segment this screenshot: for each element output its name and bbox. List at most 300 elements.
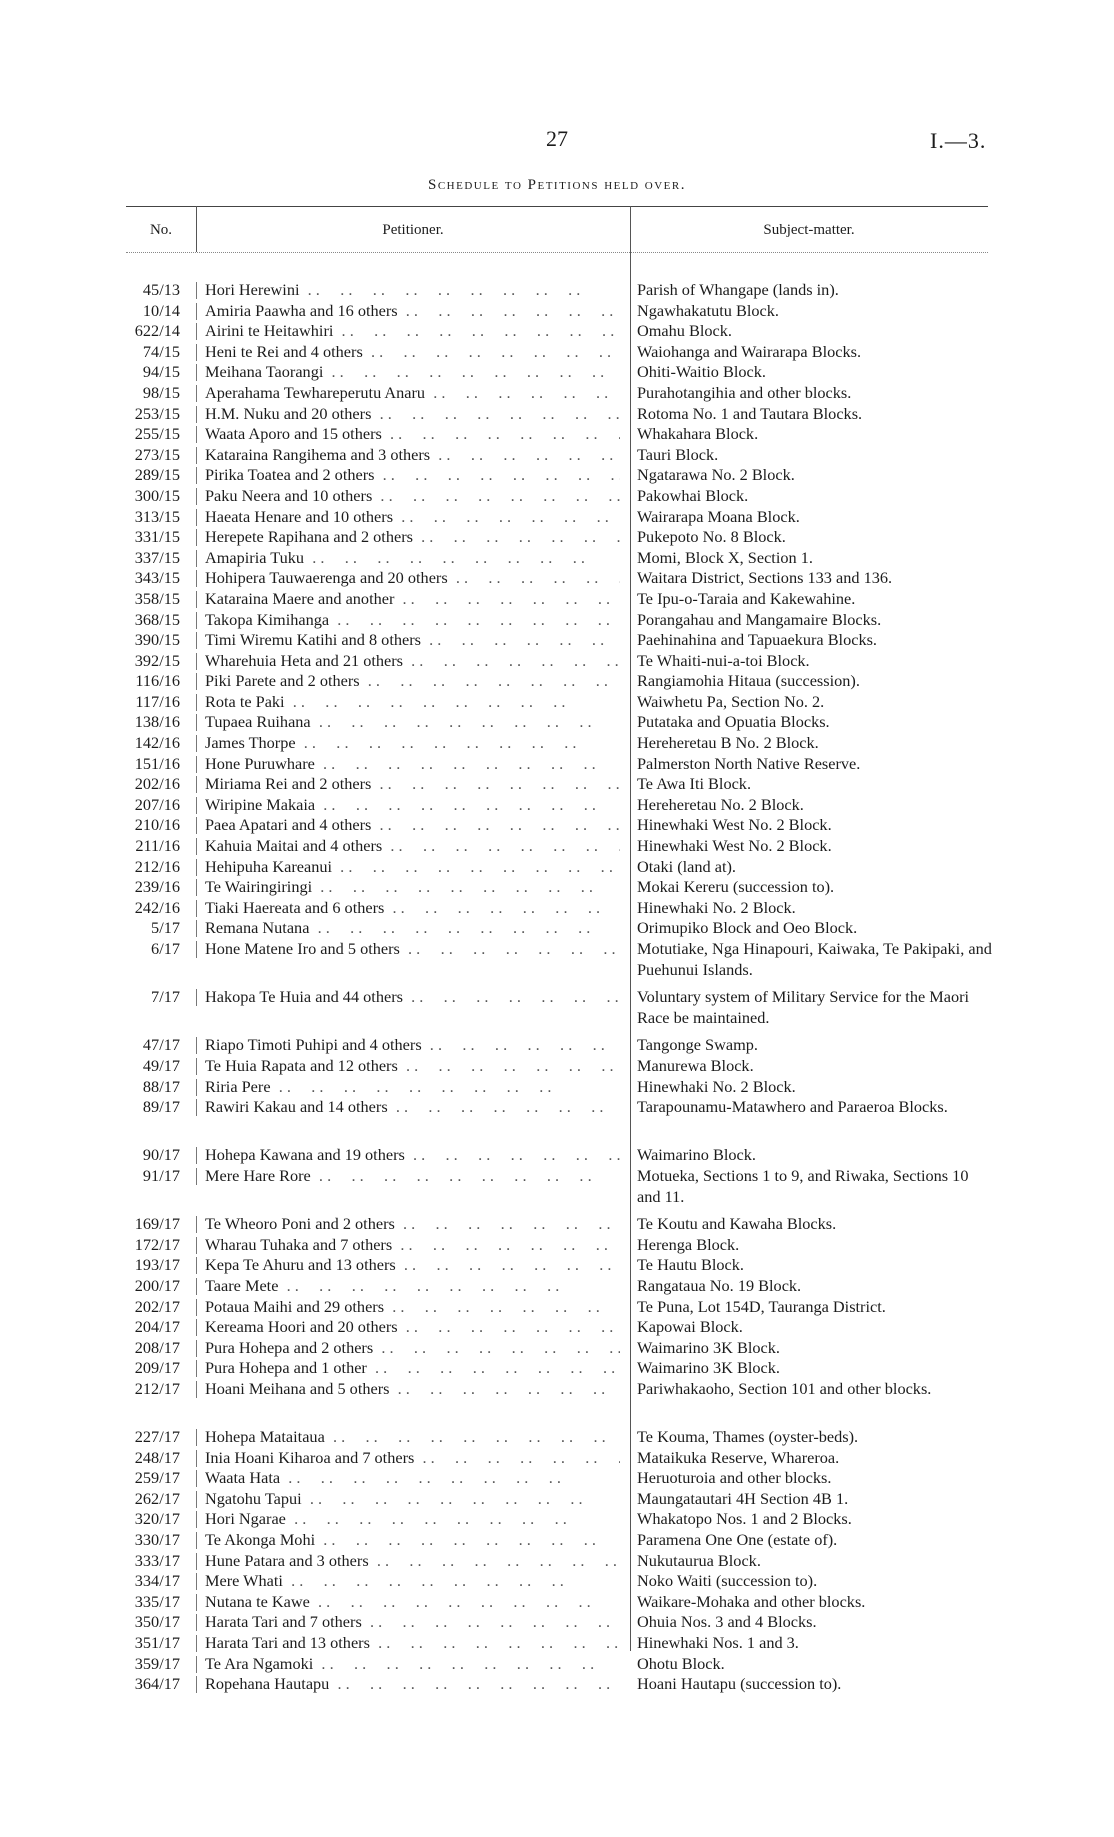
petitioner-name: Te Huia Rapata and 12 others . . [205,1056,620,1077]
table-row [0,898,1114,919]
petitioner-name: Wiripine Makaia . . [205,795,620,816]
subject-matter: Hoani Hautapu (succession to). [637,1674,842,1694]
petitioner-name: Kepa Te Ahuru and 13 others . . [205,1255,620,1276]
petition-number: 142/16 [134,733,180,753]
row-divider [196,1099,197,1116]
row-divider [196,1237,197,1254]
row-divider [196,467,197,484]
subject-matter: Heruoturoia and other blocks. [637,1468,832,1488]
table-row [0,1448,1114,1469]
subject-matter: Waimarino 3K Block. [637,1337,780,1357]
table-row [0,1097,1114,1145]
subject-matter: Motutiake, Nga Hinapouri, Kaiwaka, Te Pakipaki, and Puehunui Islands. [637,939,992,979]
petitioner-name: Hehipuha Kareanui . . [205,857,620,878]
petition-number: 45/13 [142,280,180,299]
subject-matter: Kapowai Block. [637,1317,743,1337]
document-reference: I.—3. [930,128,987,153]
header-rule-bottom [126,252,988,253]
table-row [0,465,1114,486]
table-row [0,1077,1114,1098]
subject-matter: Waimarino 3K Block. [637,1358,780,1378]
petition-number: 300/15 [134,485,180,505]
petition-number: 7/17 [151,987,180,1007]
petition-number: 364/17 [134,1674,180,1694]
row-divider [196,776,197,793]
petitioner-name: Nutana te Kawe . . [205,1592,620,1613]
table-row [0,1674,1114,1695]
subject-matter: Paehinahina and Tapuaekura Blocks. [637,630,877,650]
petition-number: 350/17 [134,1612,180,1632]
petitioner-name: Pirika Toatea and 2 others . . [205,465,620,486]
table-row [0,1276,1114,1297]
petitioner-name: Kataraina Rangihema and 3 others . . [205,445,620,466]
row-divider [196,344,197,361]
table-row [0,1317,1114,1338]
subject-matter: Te Ipu-o-Taraia and Kakewahine. [637,588,856,608]
row-divider [196,282,197,299]
petitioner-name: Rota te Paki . . [205,692,620,713]
subject-matter: Pakowhai Block. [637,485,749,505]
row-divider [196,1257,197,1274]
petition-number: 212/16 [134,856,180,876]
row-divider [196,591,197,608]
subject-matter: Porangahau and Mangamaire Blocks. [637,609,882,629]
petition-number: 368/15 [134,609,180,629]
petitioner-name: Hohipera Tauwaerenga and 20 others . . [205,568,620,589]
subject-matter: Ngawhakatutu Block. [637,300,779,320]
table-row [0,692,1114,713]
subject-matter: Maungatautari 4H Section 4B 1. [637,1488,849,1508]
table-row [0,836,1114,857]
subject-matter: Motueka, Sections 1 to 9, and Riwaka, Sections 10 and 11. [637,1165,969,1206]
row-divider [196,797,197,814]
subject-matter: Mokai Kereru (succession to). [637,877,835,897]
petitioner-name: Hakopa Te Huia and 44 others . . [205,987,620,1008]
petitioner-name: Te Ara Ngamoki . . [205,1654,620,1675]
petitioner-name: Hone Matene Iro and 5 others . . [205,939,620,960]
petition-number: 74/15 [142,341,180,361]
table-row [0,280,1114,301]
petition-number: 200/17 [134,1275,180,1295]
petition-number: 343/15 [134,568,180,588]
petitioner-name: Te Wairingiringi . . [205,877,620,898]
table-row [0,610,1114,631]
petitioner-name: Hori Herewini . . [205,280,620,301]
petition-number: 5/17 [151,918,180,938]
row-divider [196,447,197,464]
petitioner-name: Harata Tari and 13 others . . [205,1633,620,1654]
table-row [0,754,1114,775]
table-row [0,404,1114,425]
table-row [0,774,1114,795]
petitioner-name: Miriama Rei and 2 others . . [205,774,620,795]
petitioner-name: Takopa Kimihanga . . [205,610,620,631]
petition-number: 204/17 [134,1317,180,1337]
petitioner-name: Kahuia Maitai and 4 others . . [205,836,620,857]
subject-matter: Ngatarawa No. 2 Block. [637,465,795,485]
row-divider [196,714,197,731]
petition-number: 358/15 [134,588,180,608]
row-divider [196,756,197,773]
petitioner-name: Piki Parete and 2 others . . [205,671,620,692]
subject-matter: Putataka and Opuatia Blocks. [637,712,830,732]
table-row [0,548,1114,569]
petitioner-name: Meihana Taorangi . . [205,362,620,383]
petition-number: 239/16 [134,877,180,897]
subject-matter: Hinewhaki No. 2 Block. [637,897,796,917]
table-row [0,918,1114,939]
row-divider [196,1360,197,1377]
petition-number: 6/17 [151,939,180,958]
subject-matter: Purahotangihia and other blocks. [637,382,852,402]
row-divider [196,385,197,402]
petition-number: 242/16 [134,897,180,917]
subject-matter: Hereheretau B No. 2 Block. [637,733,819,753]
petitioner-name: Potaua Maihi and 29 others . . [205,1297,620,1318]
petitioner-name: Herepete Rapihana and 2 others . . [205,527,620,548]
petition-number: 622/14 [134,321,180,341]
petition-number: 209/17 [134,1358,180,1378]
subject-matter: Paramena One One (estate of). [637,1530,838,1550]
subject-matter: Tarapounamu-Matawhero and Paraeroa Blocks. [637,1097,948,1117]
subject-matter: Waikare-Mohaka and other blocks. [637,1591,866,1611]
row-divider [196,426,197,443]
petitioner-name: Remana Nutana . . [205,918,620,939]
row-divider [196,1216,197,1233]
subject-matter: Hinewhaki No. 2 Block. [637,1076,796,1096]
petition-number: 117/16 [135,691,180,711]
row-divider [196,879,197,896]
table-row [0,1166,1114,1214]
row-divider [196,1553,197,1570]
petition-number: 253/15 [134,403,180,423]
subject-matter: Manurewa Block. [637,1055,754,1075]
row-divider [196,694,197,711]
subject-matter: Wairarapa Moana Block. [637,506,800,526]
petition-number: 10/14 [142,300,180,320]
table-row [0,1551,1114,1572]
row-divider [196,1381,197,1398]
petition-number: 289/15 [134,465,180,485]
subject-matter: Te Awa Iti Block. [637,774,752,794]
subject-matter: Hinewhaki West No. 2 Block. [637,815,832,835]
table-row [0,733,1114,754]
table-row [0,651,1114,672]
subject-matter: Rangiamohia Hitaua (succession). [637,671,860,691]
petition-number: 259/17 [134,1468,180,1488]
table-row [0,877,1114,898]
table-row [0,1145,1114,1166]
subject-matter: Ohotu Block. [637,1653,725,1673]
petitioner-name: Mere Whati . . [205,1571,620,1592]
subject-matter: Rotoma No. 1 and Tautara Blocks. [637,403,863,423]
row-divider [196,1450,197,1467]
petition-number: 330/17 [134,1530,180,1550]
petitioner-name: Inia Hoani Kiharoa and 7 others . . [205,1448,620,1469]
table-row [0,1489,1114,1510]
table-row [0,1214,1114,1235]
petition-number: 47/17 [142,1035,180,1055]
petition-number: 88/17 [142,1076,180,1096]
table-row [0,527,1114,548]
row-divider [196,1147,197,1164]
table-row [0,1654,1114,1675]
row-divider [196,570,197,587]
row-divider [196,1511,197,1528]
subject-matter: Rangataua No. 19 Block. [637,1275,802,1295]
petition-number: 193/17 [134,1255,180,1275]
row-divider [196,1491,197,1508]
table-row [0,1235,1114,1256]
petitioner-name: Heni te Rei and 4 others . . [205,342,620,363]
petition-number: 255/15 [134,424,180,444]
subject-matter: Waimarino Block. [637,1145,756,1165]
table-row [0,1592,1114,1613]
table-row [0,712,1114,733]
subject-matter: Otaki (land at). [637,856,737,876]
subject-matter: Hereheretau No. 2 Block. [637,794,804,814]
subject-matter: Momi, Block X, Section 1. [637,547,813,567]
petitioner-name: Waata Aporo and 15 others . . [205,424,620,445]
subject-matter: Noko Waiti (succession to). [637,1571,818,1591]
table-row [0,507,1114,528]
row-divider [196,1058,197,1075]
row-divider [196,1532,197,1549]
schedule-title: Schedule to Petitions held over. [428,177,686,193]
row-divider [196,1278,197,1295]
row-divider [196,920,197,937]
petitioner-name: Taare Mete . . [205,1276,620,1297]
subject-matter: Hinewhaki West No. 2 Block. [637,836,832,856]
subject-matter: Tauri Block. [637,444,719,464]
subject-matter: Waiwhetu Pa, Section No. 2. [637,691,825,711]
row-divider [196,900,197,917]
subject-matter: Voluntary system of Military Service for the Maori Race be maintained. [637,987,970,1027]
petition-number: 151/16 [134,753,180,773]
subject-matter: Nukutaurua Block. [637,1550,761,1570]
petitioner-name: Hohepa Mataitaua . . [205,1427,620,1448]
row-divider [196,1037,197,1054]
petition-number: 320/17 [134,1509,180,1529]
petitioner-name: Airini te Heitawhiri . . [205,321,620,342]
subject-matter: Pariwhakaoho, Section 101 and other blocks. [637,1378,932,1398]
petition-number: 169/17 [134,1214,180,1234]
row-divider [196,941,197,958]
subject-matter: Waitara District, Sections 133 and 136. [637,568,893,588]
petition-number: 392/15 [134,650,180,670]
subject-matter: Te Kouma, Thames (oyster-beds). [637,1427,859,1447]
page-number: 27 [546,126,568,151]
row-divider [196,632,197,649]
subject-matter: Pukepoto No. 8 Block. [637,527,786,547]
petitioner-name: Hune Patara and 3 others . . [205,1551,620,1572]
row-divider [196,1635,197,1652]
subject-matter: Te Puna, Lot 154D, Tauranga District. [637,1296,886,1316]
subject-matter: Whakatopo Nos. 1 and 2 Blocks. [637,1509,852,1529]
petition-number: 337/15 [134,547,180,567]
petitioner-name: James Thorpe . . [205,733,620,754]
row-divider [196,529,197,546]
petition-number: 335/17 [134,1591,180,1611]
subject-matter: Mataikuka Reserve, Whareroa. [637,1447,840,1467]
petitioner-name: Kataraina Maere and another . . [205,589,620,610]
table-row [0,445,1114,466]
column-header-subject: Subject-matter. [763,222,855,238]
subject-matter: Parish of Whangape (lands in). [637,280,839,299]
petition-number: 351/17 [134,1633,180,1652]
table-row [0,1612,1114,1633]
table-row [0,1338,1114,1359]
petition-number: 212/17 [134,1378,180,1398]
row-divider [196,653,197,670]
table-row [0,589,1114,610]
row-divider [196,509,197,526]
row-divider [196,550,197,567]
petitioner-name: Paku Neera and 10 others . . [205,486,620,507]
petitioner-name: Ropehana Hautapu . . [205,1674,620,1695]
petitioner-name: Pura Hohepa and 1 other . . [205,1358,620,1379]
petition-number: 208/17 [134,1337,180,1357]
petition-number: 313/15 [134,506,180,526]
row-divider [196,1299,197,1316]
table-row [0,1530,1114,1551]
row-divider [196,1319,197,1336]
row-divider [196,673,197,690]
row-divider [196,1676,197,1693]
table-row [0,321,1114,342]
row-divider [196,838,197,855]
subject-matter: Ohuia Nos. 3 and 4 Blocks. [637,1612,817,1632]
table-row [0,630,1114,651]
petition-number: 202/17 [134,1296,180,1316]
table-row [0,1358,1114,1379]
table-row [0,1468,1114,1489]
petition-number: 49/17 [142,1055,180,1075]
row-divider [196,735,197,752]
subject-matter: Te Whaiti-nui-a-toi Block. [637,650,810,670]
petitioner-name: Kereama Hoori and 20 others . . [205,1317,620,1338]
petition-number: 333/17 [134,1550,180,1570]
petitioner-name: Harata Tari and 7 others . . [205,1612,620,1633]
petitioner-name: Hohepa Kawana and 19 others . . [205,1145,620,1166]
petition-number: 273/15 [134,444,180,464]
petitioner-name: Mere Hare Rore . . [205,1166,620,1187]
subject-matter: Herenga Block. [637,1234,740,1254]
table-row [0,795,1114,816]
table-row [0,1633,1114,1654]
row-divider [196,1594,197,1611]
petitioner-name: Amapiria Tuku . . [205,548,620,569]
petition-number: 211/16 [135,836,180,856]
table-row [0,486,1114,507]
petition-number: 331/15 [134,527,180,547]
table-row [0,987,1114,1035]
petitioner-name: Te Akonga Mohi . . [205,1530,620,1551]
petition-number: 172/17 [134,1234,180,1254]
petitioner-name: Waata Hata . . [205,1468,620,1489]
petitioner-name: Aperahama Tewhareperutu Anaru . . [205,383,620,404]
petitioner-name: H.M. Nuku and 20 others . . [205,404,620,425]
petition-number: 359/17 [134,1653,180,1673]
petition-number: 138/16 [134,712,180,732]
table-row [0,815,1114,836]
table-row [0,362,1114,383]
table-row [0,1571,1114,1592]
table-row [0,1379,1114,1427]
table-row [0,1035,1114,1056]
row-divider [196,612,197,629]
petition-number: 210/16 [134,815,180,835]
petitioner-name: Timi Wiremu Katihi and 8 others . . [205,630,620,651]
petition-number: 98/15 [142,382,180,402]
row-divider [196,859,197,876]
table-row [0,939,1114,987]
column-header-no: No. [149,222,173,238]
petition-number: 202/16 [134,774,180,794]
subject-matter: Whakahara Block. [637,424,759,444]
petition-number: 91/17 [142,1165,180,1185]
petition-number: 94/15 [142,362,180,382]
table-row [0,1297,1114,1318]
subject-matter: Palmerston North Native Reserve. [637,753,861,773]
petitioner-name: Paea Apatari and 4 others . . [205,815,620,836]
petition-number: 262/17 [134,1488,180,1508]
table-row [0,857,1114,878]
petitions-table [0,280,1114,1695]
petitioner-name: Rawiri Kakau and 14 others . . [205,1097,620,1118]
row-divider [196,323,197,340]
subject-matter: Waiohanga and Wairarapa Blocks. [637,341,862,361]
petitioner-name: Hoani Meihana and 5 others . . [205,1379,620,1400]
row-divider [196,1656,197,1673]
petition-number: 248/17 [134,1447,180,1467]
row-divider [196,1429,197,1446]
table-row [0,301,1114,322]
petitioner-name: Pura Hohepa and 2 others . . [205,1338,620,1359]
row-divider [196,488,197,505]
row-divider [196,989,197,1006]
petition-number: 116/16 [135,671,180,691]
petitioner-name: Tiaki Haereata and 6 others . . [205,898,620,919]
row-divider [196,1573,197,1590]
petition-number: 90/17 [142,1145,180,1165]
table-row [0,1509,1114,1530]
petitioner-name: Hori Ngarae . . [205,1509,620,1530]
subject-matter: Te Hautu Block. [637,1255,744,1275]
petitioner-name: Tupaea Ruihana . . [205,712,620,733]
row-divider [196,817,197,834]
petitioner-name: Riapo Timoti Puhipi and 4 others . . [205,1035,620,1056]
table-row [0,1427,1114,1448]
petitioner-name: Ngatohu Tapui . . [205,1489,620,1510]
table-row [0,383,1114,404]
petitioner-name: Hone Puruwhare . . [205,754,620,775]
header-rule-top [126,206,988,207]
petitioner-name: Wharehuia Heta and 21 others . . [205,651,620,672]
subject-matter: Ohiti-Waitio Block. [637,362,766,382]
petitioner-name: Amiria Paawha and 16 others . . [205,301,620,322]
row-divider [196,1470,197,1487]
table-row [0,342,1114,363]
table-row [0,671,1114,692]
table-row [0,1056,1114,1077]
table-row [0,568,1114,589]
row-divider [196,1168,197,1185]
subject-matter: Tangonge Swamp. [637,1035,758,1055]
petition-number: 227/17 [134,1427,180,1447]
subject-matter: Te Koutu and Kawaha Blocks. [637,1214,837,1234]
petitioner-name: Riria Pere . . [205,1077,620,1098]
